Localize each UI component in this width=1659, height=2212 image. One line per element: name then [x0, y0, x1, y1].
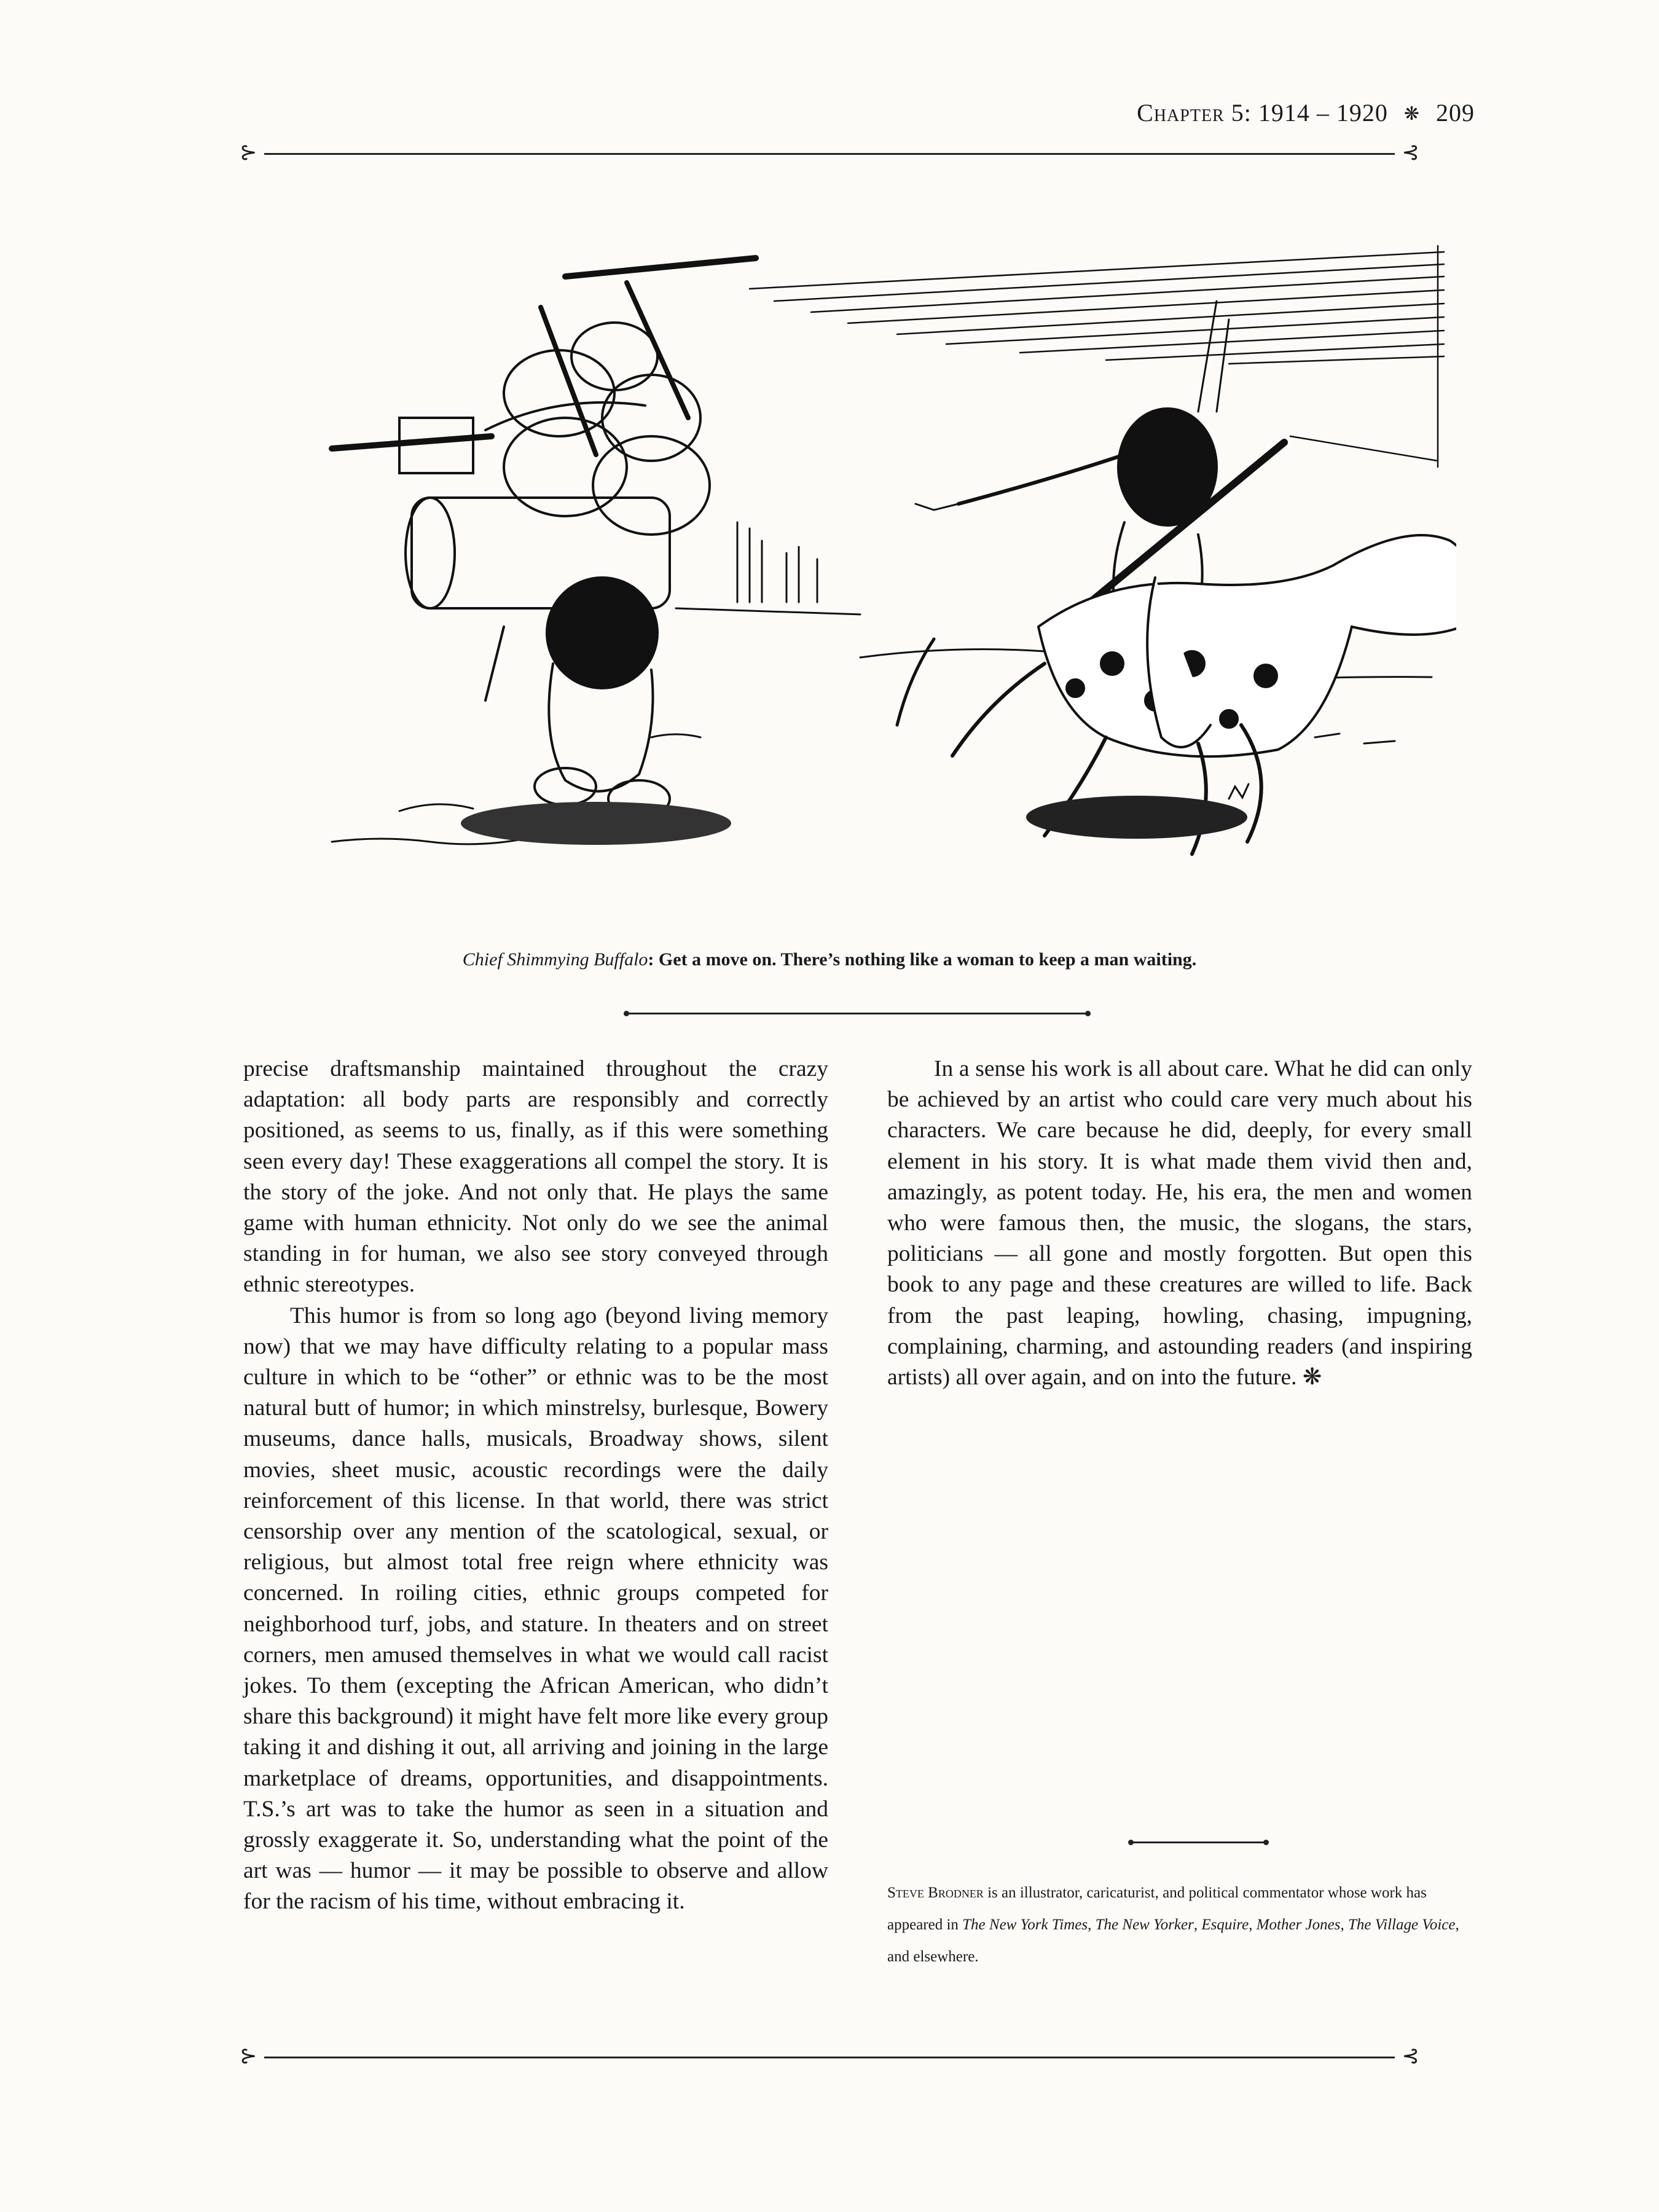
rule-ornament-left-icon: ⊱: [240, 2045, 257, 2068]
publication-name: Mother Jones: [1256, 1916, 1341, 1933]
bio-separator: ,: [1249, 1916, 1257, 1933]
publication-name: The Village Voice: [1347, 1916, 1456, 1933]
bio-separator: ,: [1088, 1916, 1096, 1933]
page-number: 209: [1436, 99, 1475, 127]
sky-hatching: [750, 246, 1444, 467]
bio-name: Steve Brodner: [887, 1885, 984, 1901]
caption-speaker: Chief Shimmying Buffalo: [462, 949, 648, 970]
body-paragraph: This humor is from so long ago (beyond living memory now) that we may have difficulty relating to a popular mass culture in which to be “other” or ethnic was to be the most natural butt of humor; in which minstrelsy, burlesque, Bowery museums, dance halls, musicals, Broadway shows, silent movies, sheet music, acoustic recordings were the daily reinforcement of this license. In that world, there was strict censorship over any mention of the scatological, sexual, or religious, but almost total free reign where ethnicity was concerned. In roiling cities, ethnic groups competed for neighborhood turf, jobs, and stature. In theaters and on street corners, men amused themselves in what we would call racist jokes. To them (excepting the African American, who didn’t share this background) it might have felt more like every group taking it and dishing it out, all arriving and joining in the large marketplace of dreams, opportunities, and disappointments. T.S.’s art was to take the humor as seen in a situation and grossly exaggerate it. So, understanding what the point of the art was — humor — it may be possible to observe and allow for the racism of his time, without embracing it.: [243, 1303, 828, 1915]
top-rule: [240, 143, 1419, 167]
rule-ornament-right-icon: ⊰: [1402, 2045, 1419, 2068]
bio-text: , and elsewhere.: [887, 1916, 1459, 1965]
caption-divider: [627, 1013, 1088, 1014]
ornament-icon: ❋: [1403, 104, 1420, 124]
caption-divider-dot-left: [624, 1011, 629, 1016]
body-paragraph: precise draftsmanship maintained throughout the crazy adaptation: all body parts are responsibly and correctly positioned, as seems to us, finally, as if this were something seen every day! These exaggerations all compel the story. It is the story of the joke. And not only that. He plays the same game with human ethnicity. Not only do we see the animal standing in for human, we also see story conveyed through ethnic stereotypes.: [243, 1056, 828, 1298]
chapter-label: Chapter 5: 1914 – 1920: [1137, 99, 1388, 127]
contributor-bio: [887, 1877, 1475, 1973]
body-column-right: [887, 1054, 1472, 1393]
bio-divider-dot-left: [1128, 1840, 1134, 1845]
bio-divider: [1131, 1841, 1266, 1843]
bio-separator: ,: [1193, 1916, 1202, 1933]
rule-ornament-left-icon: ⊱: [240, 141, 257, 164]
illustration-caption: [246, 949, 1413, 970]
publication-name: The New Yorker: [1095, 1916, 1194, 1933]
body-column-left: [243, 1054, 828, 1918]
publication-name: The New York Times: [962, 1916, 1088, 1933]
bio-separator: ,: [1340, 1916, 1348, 1933]
body-paragraph: In a sense his work is all about care. What he did can only be achieved by an artist who could care very much about his characters. We care because he did, deeply, for every small element in his story. It is what made them vivid then and, amazingly, as potent today. He, his era, the men and women who were famous then, the music, the slogans, the stars, politicians — all gone and mostly forgotten. But open this book to any page and these creatures are willed to life. Back from the past leaping, howling, chasing, impugning, complaining, charming, and astounding readers (and inspiring artists) all over again, and on into the future. ❋: [887, 1056, 1472, 1390]
caption-text: : Get a move on. There’s nothing like a woman to keep a man waiting.: [648, 949, 1197, 970]
bio-text: is an illustrator, caricaturist, and political commentator whose work has appeared in: [887, 1885, 1427, 1933]
caption-divider-dot-right: [1085, 1011, 1091, 1016]
woman-with-bundle: [332, 258, 756, 817]
bio-divider-dot-right: [1263, 1840, 1269, 1845]
running-head: [1137, 98, 1475, 127]
publication-name: Esquire: [1201, 1916, 1249, 1933]
distant-skyline: [676, 522, 860, 614]
cartoon-illustration: [307, 233, 1456, 922]
rule-ornament-right-icon: ⊰: [1402, 141, 1419, 164]
bottom-rule: [240, 2046, 1419, 2071]
